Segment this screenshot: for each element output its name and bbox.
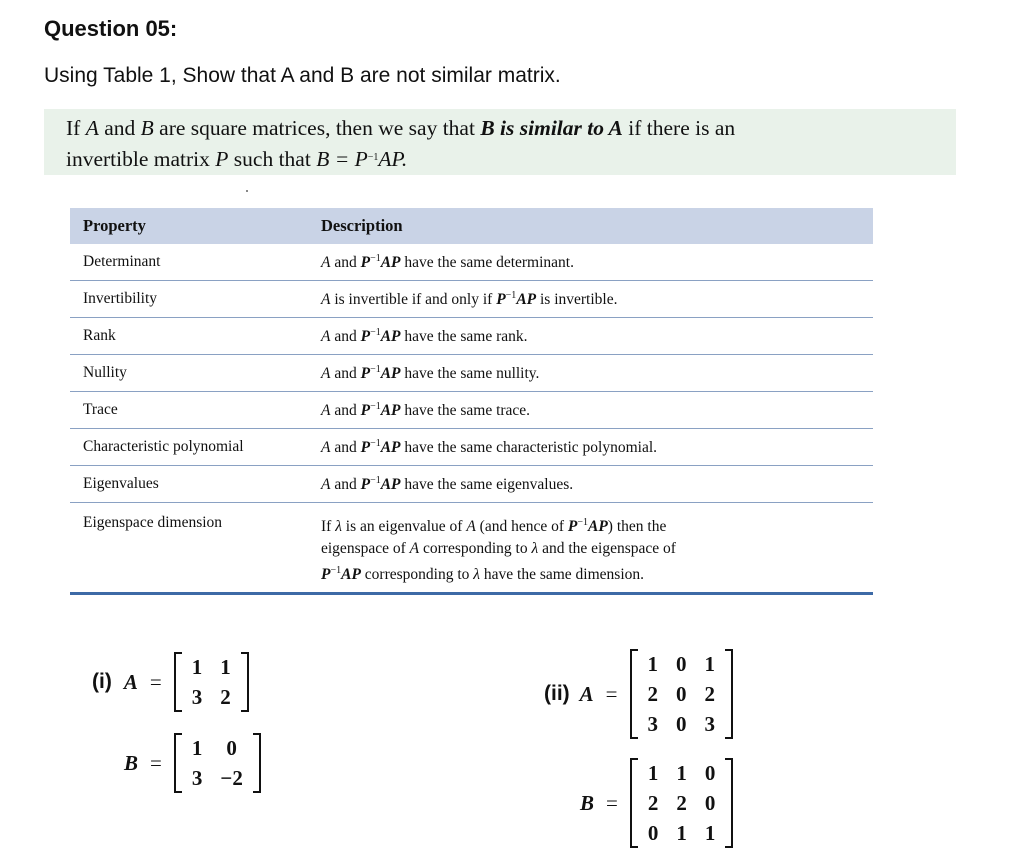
matrix-cell: 1 <box>676 761 687 785</box>
matrix-ii-a-values <box>630 649 734 739</box>
question-heading: Question 05: <box>44 16 178 41</box>
description-cell: A and $P^{-1}AP$ have the same nullity. <box>308 355 873 392</box>
matrix-b-symbol: B <box>124 750 139 775</box>
stray-dot <box>246 190 248 192</box>
table-row <box>70 355 873 392</box>
table-row <box>70 392 873 429</box>
equals-sign: = <box>149 669 162 694</box>
matrix-cell: 2 <box>647 791 659 815</box>
description-cell: A and $P^{-1}AP$ have the same characteristic polynomial. <box>308 429 873 466</box>
matrix-cell: 0 <box>676 682 687 706</box>
matrix-cell: 0 <box>704 791 716 815</box>
description-cell: A and $P^{-1}AP$ have the same trace. <box>308 392 873 429</box>
property-cell: Nullity <box>70 355 308 392</box>
matrix-cell: −2 <box>220 766 243 790</box>
table-row <box>70 244 873 281</box>
equals-sign: = <box>605 681 618 706</box>
matrix-ii-b <box>580 758 733 848</box>
matrix-cell: 1 <box>676 821 687 845</box>
table-row <box>70 318 873 355</box>
matrix-a-symbol: A <box>123 669 138 694</box>
table-header-row <box>70 208 873 244</box>
matrix-cell: 3 <box>647 712 659 736</box>
description-cell: A is invertible if and only if $P^{-1}AP$ is invertible. <box>308 281 873 318</box>
property-cell: Invertibility <box>70 281 308 318</box>
part-i-label: (i) <box>92 670 112 693</box>
table-row <box>70 281 873 318</box>
description-cell: A and $P^{-1}AP$ have the same determinant. <box>308 244 873 281</box>
matrix-cell: 3 <box>704 712 716 736</box>
matrix-a-symbol: A <box>579 681 594 706</box>
property-cell: Rank <box>70 318 308 355</box>
header-description: Description <box>308 208 873 244</box>
table-row <box>70 466 873 503</box>
question-prompt: Using Table 1, Show that A and B are not similar matrix. <box>44 64 561 87</box>
description-cell: If λ is an eigenvalue of A (and hence of $P^{-1}AP$) then the eigenspace of A corresponding to λ and the eigenspace of $P^{-1}AP$ corresponding to λ have the same dimension. <box>308 503 873 594</box>
table-row <box>70 503 873 594</box>
matrix-cell: 1 <box>704 821 716 845</box>
equals-sign: = <box>150 750 162 775</box>
matrix-cell: 0 <box>647 821 659 845</box>
matrix-cell: 1 <box>647 761 659 785</box>
matrix-i-b <box>124 733 261 793</box>
table-row <box>70 429 873 466</box>
matrix-i-a <box>92 652 249 712</box>
property-cell: Determinant <box>70 244 308 281</box>
matrix-cell: 0 <box>226 736 237 760</box>
matrix-cell: 1 <box>191 655 203 679</box>
property-cell: Eigenvalues <box>70 466 308 503</box>
definition-text: If A and B are square matrices, then we say that B is similar to A if there is an invertible matrix P such that $B = P^{-1}AP$. <box>66 116 736 171</box>
property-cell: Eigenspace dimension <box>70 503 308 594</box>
matrix-ii-b-values <box>630 758 734 848</box>
matrix-i-b-values <box>174 733 261 793</box>
matrix-cell: 1 <box>191 736 203 760</box>
matrix-cell: 1 <box>647 652 659 676</box>
matrix-b-symbol: B <box>580 790 595 815</box>
matrix-cell: 2 <box>704 682 716 706</box>
matrix-cell: 1 <box>704 652 716 676</box>
matrix-cell: 3 <box>191 685 203 709</box>
description-cell: A and $P^{-1}AP$ have the same rank. <box>308 318 873 355</box>
definition-box <box>44 109 956 175</box>
matrix-cell: 0 <box>676 712 687 736</box>
description-cell: A and $P^{-1}AP$ have the same eigenvalues. <box>308 466 873 503</box>
matrix-i-a-values <box>174 652 249 712</box>
property-cell: Characteristic polynomial <box>70 429 308 466</box>
similarity-properties-table <box>70 208 873 595</box>
matrix-ii-a <box>544 649 733 739</box>
matrix-cell: 3 <box>191 766 203 790</box>
part-ii-label: (ii) <box>544 682 570 705</box>
property-cell: Trace <box>70 392 308 429</box>
matrix-cell: 2 <box>676 791 687 815</box>
matrix-cell: 1 <box>220 655 231 679</box>
matrix-cell: 0 <box>704 761 716 785</box>
matrix-cell: 2 <box>220 685 231 709</box>
header-property: Property <box>70 208 308 244</box>
equals-sign: = <box>606 790 618 815</box>
matrix-cell: 0 <box>676 652 687 676</box>
matrix-cell: 2 <box>647 682 659 706</box>
